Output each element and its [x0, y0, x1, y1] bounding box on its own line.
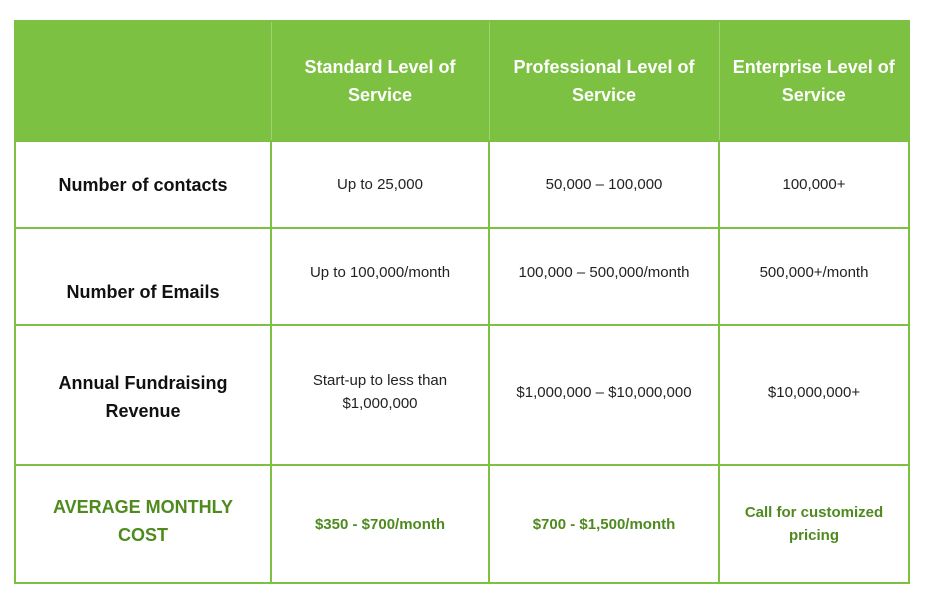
header-enterprise-level: Enterprise Level of Service: [719, 21, 909, 141]
cell-professional-revenue: $1,000,000 – $10,000,000: [489, 325, 719, 465]
cell-standard-cost: $350 - $700/month: [271, 465, 489, 583]
cell-enterprise-revenue: $10,000,000+: [719, 325, 909, 465]
table-row: [15, 228, 909, 325]
table-row: [15, 141, 909, 228]
cell-standard-contacts: Up to 25,000: [271, 141, 489, 228]
row-label-monthly-cost: AVERAGE MONTHLY COST: [15, 465, 271, 583]
table-header-row: [15, 21, 909, 141]
cell-professional-cost: $700 - $1,500/month: [489, 465, 719, 583]
row-label-revenue: Annual Fundraising Revenue: [15, 325, 271, 465]
cell-standard-revenue: Start-up to less than $1,000,000: [271, 325, 489, 465]
table-row: [15, 465, 909, 583]
cell-enterprise-cost: Call for customized pricing: [719, 465, 909, 583]
cell-professional-contacts: 50,000 – 100,000: [489, 141, 719, 228]
pricing-comparison-table: [14, 20, 910, 584]
cell-professional-emails: 100,000 – 500,000/month: [489, 228, 719, 325]
cell-enterprise-contacts: 100,000+: [719, 141, 909, 228]
row-label-emails: Number of Emails: [15, 228, 271, 325]
header-empty-cell: [15, 21, 271, 141]
header-professional-level: Professional Level of Service: [489, 21, 719, 141]
header-standard-level: Standard Level of Service: [271, 21, 489, 141]
cell-standard-emails: Up to 100,000/month: [271, 228, 489, 325]
row-label-contacts: Number of contacts: [15, 141, 271, 228]
table-row: [15, 325, 909, 465]
cell-enterprise-emails: 500,000+/month: [719, 228, 909, 325]
